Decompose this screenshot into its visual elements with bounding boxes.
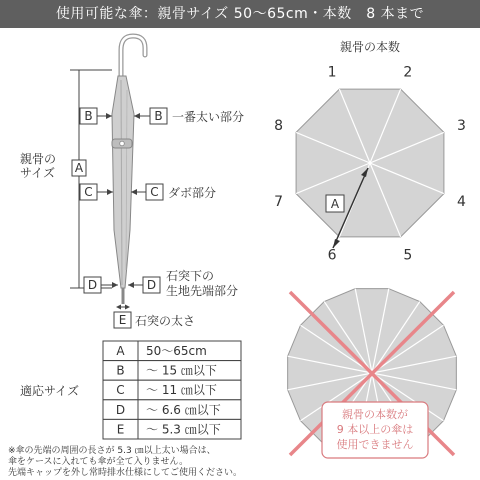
umbrella-handle <box>121 36 145 76</box>
umbrella-canopy <box>112 76 134 288</box>
callout-e-text: 石突の太さ <box>135 314 196 328</box>
size-row <box>103 419 241 439</box>
rib-count-title: 親骨の本数 <box>339 40 401 54</box>
eight-rib-umbrella <box>296 89 444 237</box>
size-table <box>103 341 241 439</box>
callout-d <box>84 269 238 298</box>
size-key: B <box>116 363 125 378</box>
size-key: A <box>116 344 125 358</box>
callout-e <box>114 305 195 329</box>
label-a-box: A <box>74 161 84 175</box>
size-row <box>103 400 241 420</box>
size-row <box>103 361 241 381</box>
footnote-line3: 先端キャップを外し常時排水仕様にしてご使用ください。 <box>8 468 243 478</box>
rib-number: 3 <box>457 118 466 135</box>
callout-d-text-line1: 石突下の <box>166 269 215 283</box>
callout-d-text-line2: 生地先端部分 <box>166 284 239 298</box>
stamp-line1: 親骨の本数が <box>342 408 408 421</box>
rib-size-label-line1: 親骨の <box>20 152 57 166</box>
dimension-a <box>70 70 112 288</box>
label-d-left: D <box>87 278 98 292</box>
rib-number: 8 <box>274 118 283 135</box>
not-usable-stamp <box>322 402 428 458</box>
size-value: 50〜65cm <box>146 344 207 358</box>
callout-b <box>80 108 244 124</box>
callout-c <box>80 184 216 200</box>
footnote-line1: ※傘の先端の周囲の長さが 5.3 ㎝以上太い場合は、 <box>8 446 216 456</box>
size-key: E <box>116 422 125 437</box>
page-title: 使用可能な傘：親骨サイズ 50〜65cm・本数 8 本まで <box>0 0 480 28</box>
label-c-left: C <box>84 185 93 199</box>
size-key: C <box>116 383 125 398</box>
size-value: 〜 5.3 ㎝以下 <box>146 422 221 437</box>
size-key: D <box>115 402 126 417</box>
stamp-line2: 9 本以上の傘は <box>336 423 414 436</box>
size-value: 〜 15 ㎝以下 <box>146 363 217 378</box>
callout-b-text: 一番太い部分 <box>172 110 245 124</box>
rib-size-label-line2: サイズ <box>20 166 56 180</box>
label-c-right: C <box>150 185 159 199</box>
label-d-right: D <box>146 278 157 292</box>
label-e: E <box>118 313 127 327</box>
size-row <box>103 341 241 361</box>
stamp-line3: 使用できません <box>336 438 414 451</box>
size-value: 〜 11 ㎝以下 <box>146 383 217 398</box>
rib-number: 5 <box>403 247 413 264</box>
size-row <box>103 380 241 400</box>
sizes-title: 適応サイズ <box>20 384 80 398</box>
rib-number: 6 <box>327 247 337 264</box>
label-b-right: B <box>154 109 163 123</box>
size-value: 〜 6.6 ㎝以下 <box>146 402 221 417</box>
rib-number: 4 <box>457 193 466 210</box>
callout-c-text: ダボ部分 <box>168 186 217 200</box>
rib-number: 7 <box>274 193 283 210</box>
rib-number: 1 <box>327 64 337 81</box>
rib-a-label: A <box>330 197 340 211</box>
closed-umbrella <box>112 36 145 304</box>
footnote-line2: 傘をケースに入れても傘が全て入りません。 <box>8 457 189 467</box>
rib-number: 2 <box>403 64 413 81</box>
label-b-left: B <box>84 109 93 123</box>
